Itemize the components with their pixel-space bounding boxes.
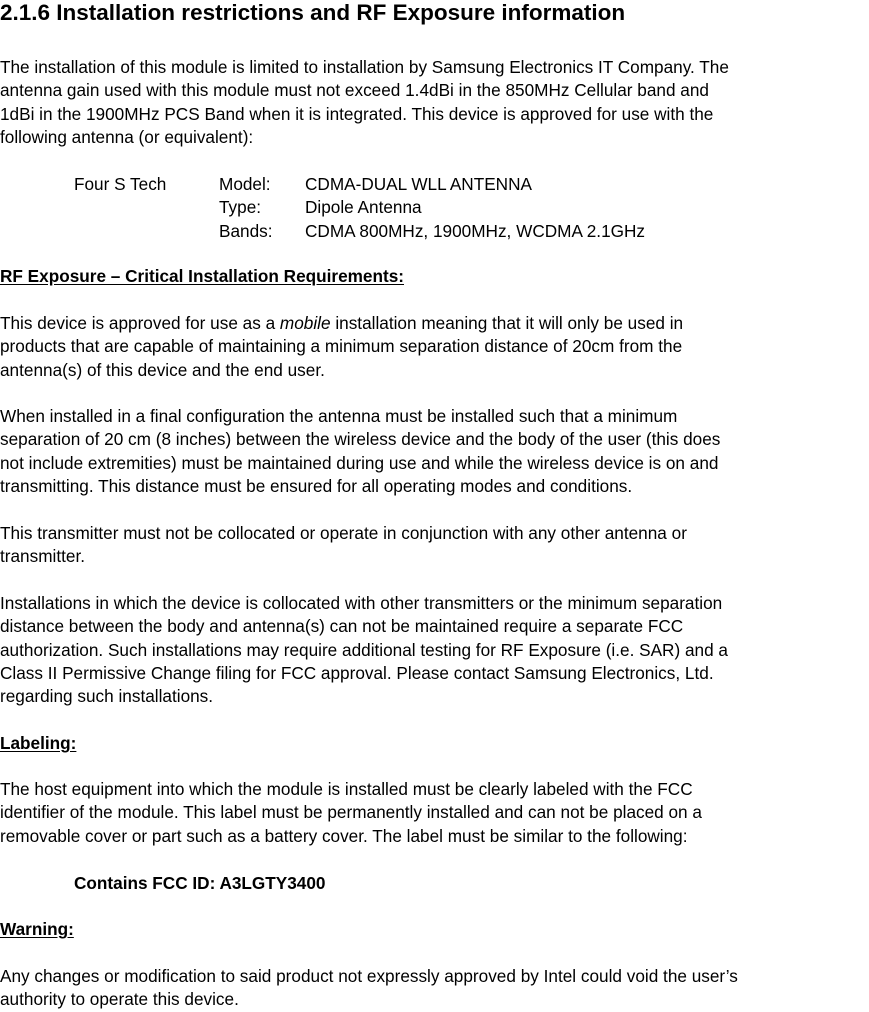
mobile-paragraph: [0, 312, 869, 382]
installations-line: authorization. Such installations may require additional testing for RF Exposure (i.e. SAR) and a: [0, 639, 728, 660]
antenna-spec-table: [0, 173, 869, 243]
collocated-line: transmitter.: [0, 546, 86, 567]
intro-paragraph: [0, 56, 869, 149]
antenna-row-bands: [0, 220, 869, 243]
labeling-paragraph: [0, 778, 869, 848]
labeling-line: The host equipment into which the module is installed must be clearly labeled with the FCC: [0, 779, 693, 799]
mobile-line: products that are capable of maintaining a minimum separation distance of 20cm from the: [0, 336, 683, 357]
intro-line: 1dBi in the 1900MHz PCS Band when it is integrated. This device is approved for use with the: [0, 103, 714, 124]
mobile-line: antenna(s) of this device and the end user.: [0, 359, 325, 380]
final-config-line: separation of 20 cm (8 inches) between the wireless device and the body of the user (this does: [0, 429, 721, 450]
antenna-key: Bands:: [219, 220, 273, 241]
warning-heading: Warning:: [0, 919, 74, 939]
antenna-value: CDMA 800MHz, 1900MHz, WCDMA 2.1GHz: [305, 220, 646, 241]
antenna-value: Dipole Antenna: [305, 197, 422, 218]
warning-line: Any changes or modification to said product not expressly approved by Intel could void the user’s: [0, 966, 738, 986]
antenna-value: CDMA-DUAL WLL ANTENNA: [305, 174, 532, 194]
collocated-line: This transmitter must not be collocated or operate in conjunction with any other antenna or: [0, 523, 687, 543]
labeling-heading: Labeling:: [0, 733, 77, 753]
installations-line: Installations in which the device is collocated with other transmitters or the minimum separation: [0, 593, 723, 613]
mobile-line-start: This device is approved for use as a: [0, 313, 280, 333]
labeling-line: removable cover or part such as a battery cover. The label must be similar to the following:: [0, 825, 688, 846]
final-config-paragraph: [0, 405, 869, 498]
final-config-line: transmitting. This distance must be ensured for all operating modes and conditions.: [0, 475, 633, 496]
intro-line: The installation of this module is limited to installation by Samsung Electronics IT Company. The: [0, 57, 729, 77]
installations-paragraph: [0, 592, 869, 708]
fcc-id-label: Contains FCC ID: A3LGTY3400: [74, 873, 326, 893]
antenna-row-model: [0, 173, 869, 196]
antenna-row-type: [0, 196, 869, 219]
installations-line: Class II Permissive Change filing for FCC approval. Please contact Samsung Electronics, Ltd.: [0, 662, 714, 683]
mobile-line: [0, 312, 869, 335]
warning-paragraph: [0, 965, 869, 1012]
mobile-italic-word: mobile: [279, 313, 331, 333]
collocated-paragraph: [0, 522, 869, 569]
rf-exposure-heading: RF Exposure – Critical Installation Requirements:: [0, 266, 404, 286]
antenna-key: Model:: [219, 174, 271, 194]
installations-line: distance between the body and antenna(s) can not be maintained require a separate FCC: [0, 616, 684, 637]
antenna-vendor: Four S Tech: [74, 174, 167, 194]
final-config-line: When installed in a final configuration the antenna must be installed such that a minimum: [0, 406, 678, 426]
fcc-label-block: [0, 872, 869, 895]
intro-line: antenna gain used with this module must not exceed 1.4dBi in the 850MHz Cellular band and: [0, 80, 709, 101]
final-config-line: not include extremities) must be maintained during use and while the wireless device is on and: [0, 452, 719, 473]
section-title: 2.1.6 Installation restrictions and RF Exposure information: [0, 0, 626, 25]
warning-line: authority to operate this device.: [0, 989, 239, 1010]
installations-line: regarding such installations.: [0, 686, 214, 707]
labeling-line: identifier of the module. This label must be permanently installed and can not be placed on a: [0, 802, 702, 823]
intro-line: following antenna (or equivalent):: [0, 126, 254, 147]
mobile-line-end: installation meaning that it will only be used in: [330, 313, 684, 333]
antenna-key: Type:: [219, 197, 262, 218]
